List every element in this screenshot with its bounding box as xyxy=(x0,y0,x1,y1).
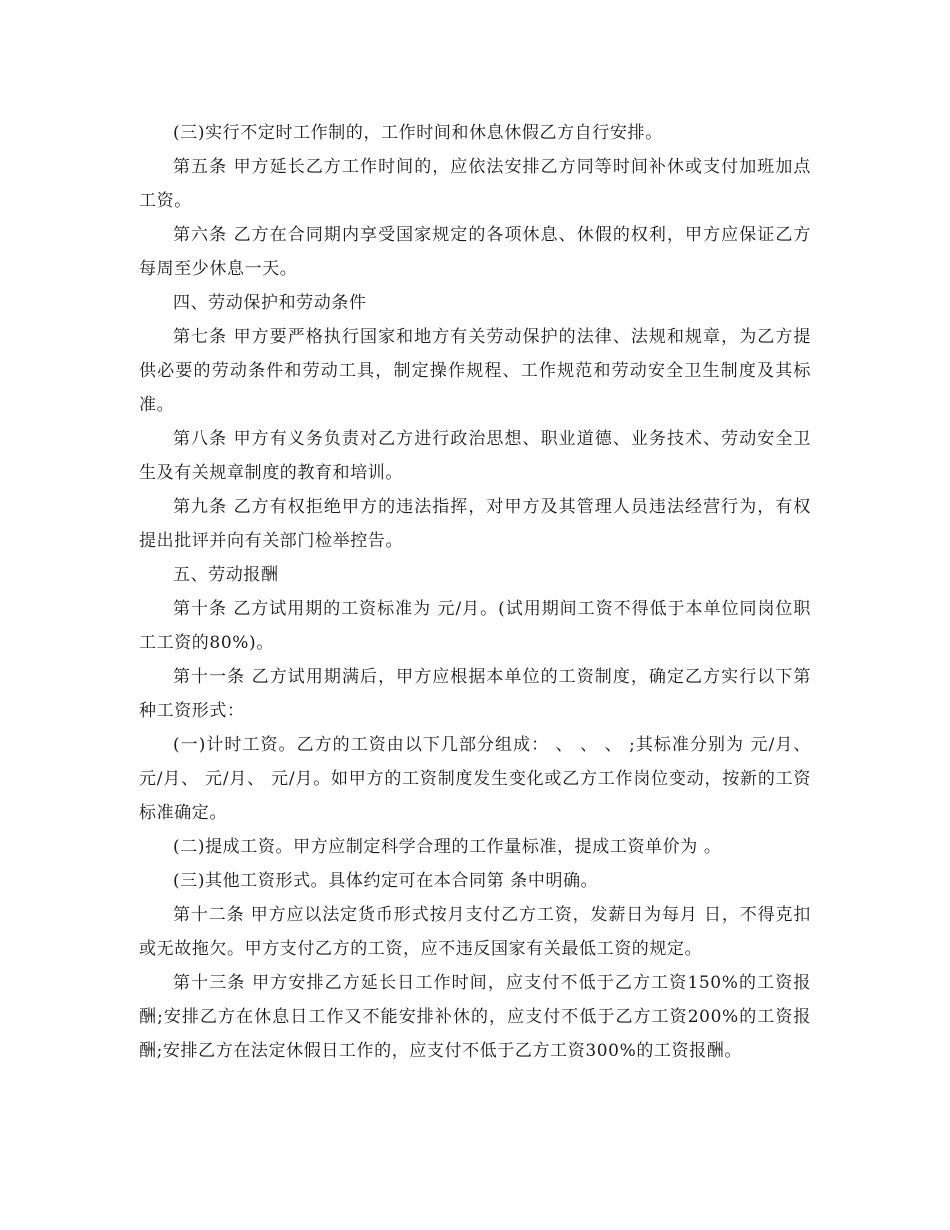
paragraph-article-13: 第十三条 甲方安排乙方延长日工作时间，应支付不低于乙方工资150%的工资报酬;安排乙方在休息日工作又不能安排补休的，应支付不低于乙方工资200%的工资报酬;安排乙方在法定休假日工作的，应支付不低于乙方工资300%的工资报酬。 xyxy=(139,973,811,1061)
paragraph-article-9: 第九条 乙方有权拒绝甲方的违法指挥，对甲方及其管理人员违法经营行为，有权提出批评并向有关部门检举控告。 xyxy=(139,497,811,551)
paragraph-commission-wage: (二)提成工资。甲方应制定科学合理的工作量标准，提成工资单价为 。 xyxy=(173,837,722,857)
paragraph-article-5: 第五条 甲方延长乙方工作时间的，应依法安排乙方同等时间补休或支付加班加点工资。 xyxy=(139,157,811,211)
paragraph-article-11: 第十一条 乙方试用期满后，甲方应根据本单位的工资制度，确定乙方实行以下第 种工资形式： xyxy=(139,667,811,721)
section-heading-remuneration: 五、劳动报酬 xyxy=(173,565,279,585)
paragraph-irregular-hours: (三)实行不定时工作制的，工作时间和休息休假乙方自行安排。 xyxy=(173,123,663,143)
paragraph-article-7: 第七条 甲方要严格执行国家和地方有关劳动保护的法律、法规和规章，为乙方提供必要的劳动条件和劳动工具，制定操作规程、工作规范和劳动安全卫生制度及其标准。 xyxy=(139,327,811,415)
paragraph-article-12: 第十二条 甲方应以法定货币形式按月支付乙方工资，发薪日为每月 日，不得克扣或无故拖欠。甲方支付乙方的工资，应不违反国家有关最低工资的规定。 xyxy=(139,905,811,959)
paragraph-article-6: 第六条 乙方在合同期内享受国家规定的各项休息、休假的权利，甲方应保证乙方每周至少休息一天。 xyxy=(139,225,811,279)
section-heading-labor-protection: 四、劳动保护和劳动条件 xyxy=(173,293,367,313)
paragraph-article-8: 第八条 甲方有义务负责对乙方进行政治思想、职业道德、业务技术、劳动安全卫生及有关规章制度的教育和培训。 xyxy=(139,429,811,483)
document-body xyxy=(139,116,811,1068)
paragraph-other-wage: (三)其他工资形式。具体约定可在本合同第 条中明确。 xyxy=(173,871,599,891)
paragraph-article-10: 第十条 乙方试用期的工资标准为 元/月。(试用期间工资不得低于本单位同岗位职工工资的80%)。 xyxy=(139,599,811,653)
paragraph-hourly-wage: (一)计时工资。乙方的工资由以下几部分组成： 、 、 、 ;其标准分别为 元/月、 元/月、 元/月、 元/月。如甲方的工资制度发生变化或乙方工作岗位变动，按新的工资标准确定。 xyxy=(139,735,811,823)
